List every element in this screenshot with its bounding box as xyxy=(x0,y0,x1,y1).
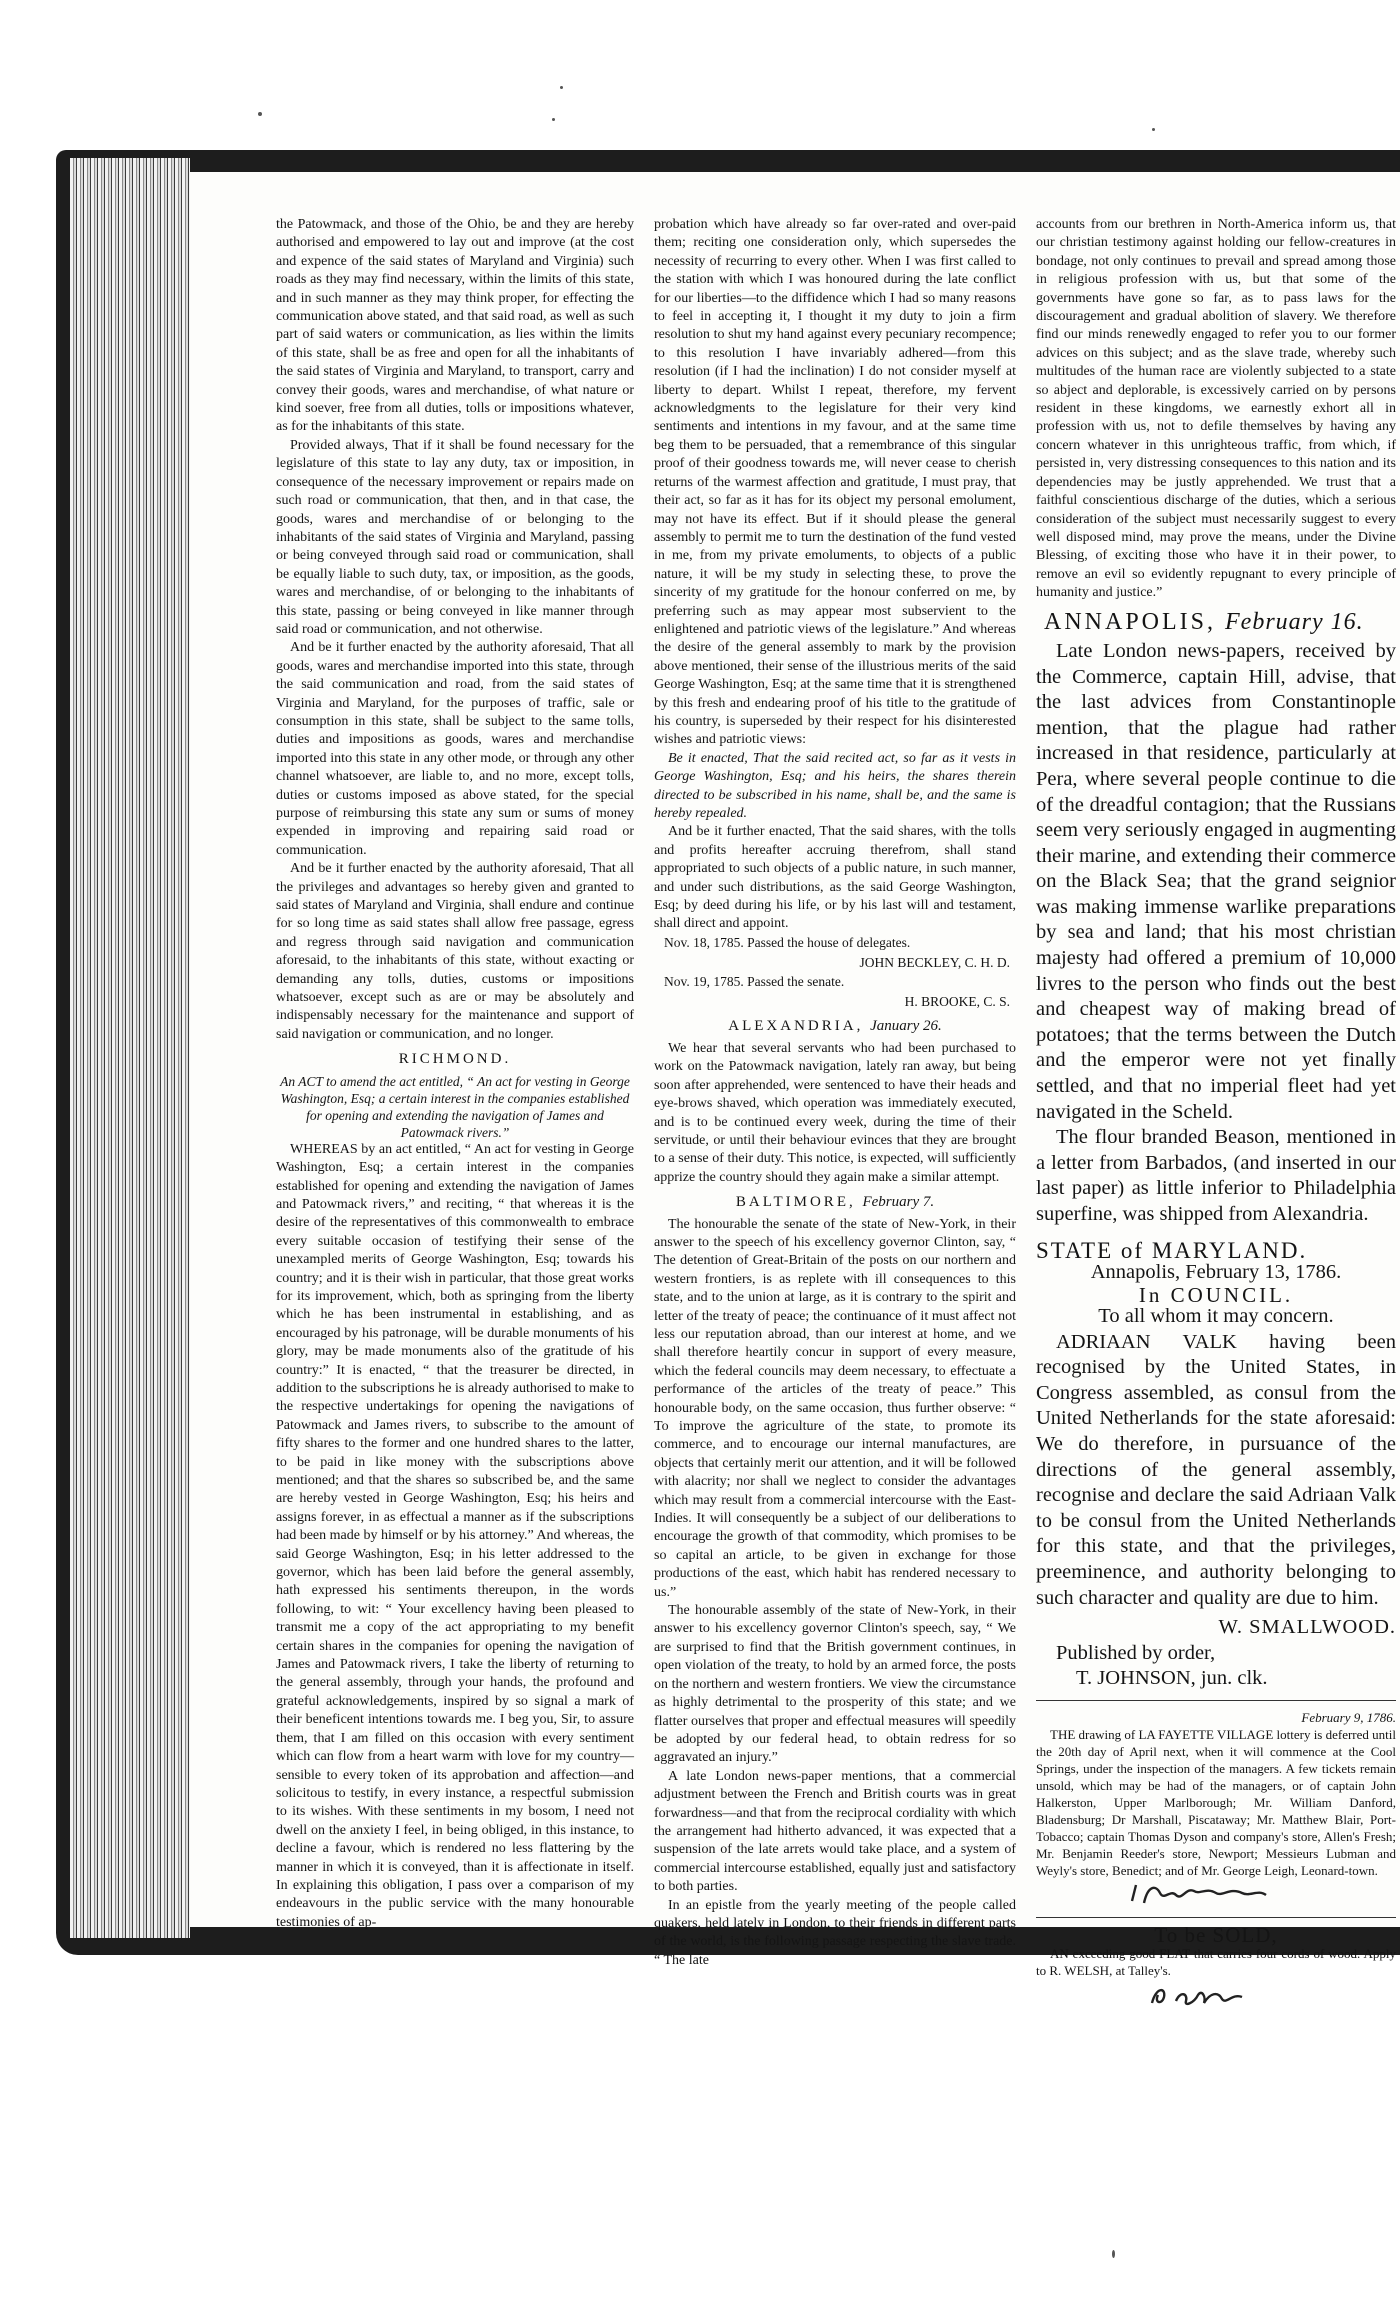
annapolis-news xyxy=(1036,639,1396,1228)
article-paragraph: The honourable assembly of the state of New-York, in their answer to his excellency governor Clinton's speech, say, “ We are surprised to find that the British government continues, in open violation of the treaty, to hold by an armed force, the posts on the northern and western frontiers. We view the circumstance as highly detrimental to the prosperity of this state; and we flatter ourselves that proper and effectual measures will speedily be adopted by our federal head, to obtain redress for so aggravated an injury.” xyxy=(654,1603,1016,1766)
notice-text: THE drawing of LA FAYETTE VILLAGE lottery is deferred until the 20th day of April next, when it will commence at the Cool Springs, under the inspection of the managers. A few tickets remain unsold, which may be had of the managers, or of captain John Halkerston, Upper Marlborough; Mr. William Danford, Bladensburg; Dr Marshall, Piscataway; Mr. Matthew Blair, Port-Tobacco; captain Thomas Dyson and company's store, Allen's Fresh; Mr. Benjamin Reeder's store, Newport; Messieurs Lubman and Weyly's store, Benedict; and of Mr. George Leigh, Leonard-town. xyxy=(1036,1726,1396,1878)
dateline-richmond: RICHMOND. xyxy=(398,1051,512,1068)
handwritten-mark xyxy=(1146,1983,1256,2009)
proclamation-date: Annapolis, February 13, 1786. xyxy=(1090,1261,1342,1283)
dateline-alexandria xyxy=(654,1017,1016,1035)
ink-speck xyxy=(258,112,262,116)
clerk-signature: JOHN BECKLEY, C. H. D. xyxy=(859,955,1010,971)
article-paragraph: The flour branded Beason, mentioned in a letter from Barbados, (and inserted in our last paper) as little inferior to Philadelphia superfine, was shipped from Alexandria. xyxy=(1036,1126,1396,1225)
dateline-baltimore xyxy=(654,1193,1016,1211)
divider xyxy=(1036,1700,1396,1701)
ink-speck xyxy=(1152,128,1155,131)
article-paragraph: And be it further enacted, That the said shares, with the tolls and profits hereafter accruing therefrom, shall stand appropriated to such objects of a public nature, in such manner, and under such distributions, as the said George Washington, Esq; by deed during his life, or by his last will and testament, shall direct and appoint. xyxy=(654,824,1016,932)
ink-speck xyxy=(552,118,555,121)
article-paragraph: And be it further enacted by the authority aforesaid, That all goods, wares and merchandise imported into this state, through the said communication and road, from the said states of Virginia and Maryland, for the purposes of traffic, sale or consumption in this state, shall be subject to the same tolls, duties and impositions as goods, wares and merchandise imported into this state in any other mode, or through any other channel whatsoever, are liable to, and no more, except tolls, duties or customs imposed as above stated, for the special purpose of reimbursing this state any sum or sums of money expended in improving and repairing said road or communication. xyxy=(276,640,634,858)
article-paragraph: Provided always, That if it shall be found necessary for the legislature of this state to lay any duty, tax or imposition, in consequence of the necessary improvement or repairs made on such road or communication, that then, and in that case, the goods, wares and merchandise of or belonging to the inhabitants of the said states of Virginia and Maryland, passing or being conveyed through said road or communication, shall be equally liable to such duty, tax, or imposition, as the goods, wares and merchandise, of or belonging to the inhabitants of this state, passing or being conveyed in like manner through said road or communication, and not otherwise. xyxy=(276,437,634,637)
article-paragraph: A late London news-paper mentions, that a commercial adjustment between the French and British courts was in great forwardness—and that from the reciprocal cordiality with which the arrangement had hitherto advanced, it was expected that a suspension of the late arrets would take place, and a system of commercial intercourse established, equally just and satisfactory to both parties. xyxy=(654,1768,1016,1895)
act-title: An ACT to amend the act entitled, “ An act for vesting in George Washington, Esq; a certain interest in the companies established for opening and extending the navigation of James and Patowmack rivers.” xyxy=(280,1073,630,1140)
dateline-date: January 26. xyxy=(870,1018,942,1035)
proclamation-title: STATE of MARYLAND. xyxy=(1036,1237,1308,1263)
page-edges xyxy=(70,158,190,1938)
proclamation-body xyxy=(1036,1330,1396,1612)
sale-notice xyxy=(1036,1945,1396,1979)
dateline-place: ALEXANDRIA, xyxy=(728,1018,864,1035)
dateline-annapolis xyxy=(1044,608,1396,635)
proclamation-address: To all whom it may concern. xyxy=(1098,1305,1334,1327)
lottery-notice xyxy=(1036,1709,1396,1879)
article-paragraph: And be it further enacted by the authority aforesaid, That all the privileges and advantages so hereby given and granted to said states of Maryland and Virginia, shall endure and continue for so long time as said states shall allow free passage, egress and regress through said navigation and communication aforesaid, to the inhabitants of this state, without exacting or demanding any tolls, duties, customs or impositions whatsoever, except such as are or may be absolutely and indispensably necessary for the maintenance and support of said navigation or communication, and no longer. xyxy=(276,861,634,1042)
dateline-place: BALTIMORE, xyxy=(735,1194,856,1211)
ink-speck xyxy=(1112,2250,1115,2258)
clerk-signature: T. JOHNSON, jun. clk. xyxy=(1076,1667,1268,1690)
notice-date: February 9, 1786. xyxy=(1301,1709,1396,1725)
passage-note: Nov. 18, 1785. Passed the house of delegates. xyxy=(664,934,911,950)
notice-text: AN exceeding good FLAT that carries four cords of wood. Apply to R. WELSH, at Talley's. xyxy=(1036,1945,1396,1978)
divider xyxy=(1036,1917,1396,1918)
article-paragraph: Late London news-papers, received by the Commerce, captain Hill, advise, that the last advices from Constantinople mention, that the plague had rather increased in that residence, particularly at Pera, where several people continue to die of the dreadful contagion; that the Russians seem very seriously engaged in augmenting their marine, and extending their commerce on the Black Sea; that the grand seignior was making immense warlike preparations by sea and land; that his most christian majesty had offered a premium of 10,000 livres to the person who finds out the best and cheapest way of making bread of potatoes; that the terms between the Dutch and the emperor were not yet finally settled, and that no imperial fleet had yet navigated in the Scheld. xyxy=(1036,639,1396,1123)
article-paragraph: the Patowmack, and those of the Ohio, be and they are hereby authorised and empowered to lay out and improve (at the cost and expence of the said states of Maryland and Virginia) such roads as they may find necessary, within the limits of this state, and in such manner as they may think proper, for effecting the communication above stated, and that said road, as well as such part of said waters or communication, as lies within the limits of this state, shall be as free and open for all the inhabitants of the said states of Virginia and Maryland, to transport, carry and convey their goods, wares and merchandise, of what nature or kind soever, free from all duties, tolls or impositions whatever, as for the inhabitants of this state. xyxy=(276,217,634,435)
proclamation-council: In COUNCIL. xyxy=(1138,1282,1294,1307)
column-2 xyxy=(654,216,1016,1970)
dateline-place: ANNAPOLIS, xyxy=(1044,608,1217,635)
clerk-signature: H. BROOKE, C. S. xyxy=(904,994,1010,1010)
handwritten-signature xyxy=(1146,1983,1396,2015)
column-1 xyxy=(276,216,634,1932)
article-paragraph: WHEREAS by an act entitled, “ An act for vesting in George Washington, Esq; a certain interest in the companies established for opening and extending the navigation of James and Patowmack rivers,” and reciting, “ that whereas it is the desire of the representatives of this commonwealth to embrace every suitable occasion of testifying their sense of the unexampled merits of George Washington, Esq; towards his country; and it is their wish in particular, that those great works for its improvement, which, both as springing from the liberty which he has been instrumental in establishing, and as encouraged by his patronage, will be durable monuments of his glory, may be made monuments also of the gratitude of his country:” It is enacted, “ that the treasurer be directed, in addition to the subscriptions he is already authorised to make to the respective undertakings for opening the navigations of Patowmack and James rivers, to subscribe to the amount of fifty shares to the former and one hundred shares to the latter, to be paid in like money with the subscriptions above mentioned; and that the shares so subscribed be, and the same are hereby vested in George Washington, Esq; his heirs and assigns forever, in as effectual a manner as if the subscriptions had been made by himself or by his attorney.” And whereas, the said George Washington, Esq; in his letter addressed to the governor, which has been laid before the general assembly, hath expressed his sentiments thereupon, in the words following, to wit: “ Your excellency having been pleased to transmit me a copy of the act appropriating to my benefit certain shares in the companies for opening the navigation of James and Patowmack rivers, I take the liberty of returning to the general assembly, through your hands, the profound and grateful acknowledgements, inspired by so signal a mark of their beneficent intentions towards me. I beg you, Sir, to assure them, that I am filled on this occasion with every sentiment which can flow from a heart warm with love for my country—sensible to every token of its approbation and affection—and solicitous to testify, in every instance, a respectful submission to its wishes. With these sentiments in my bosom, I need not dwell on the anxiety I feel, in being obliged, in this instance, to decline a favour, which is rendered no less flattering by the manner in which it is conveyed, than it is affectionate in itself. In explaining this obligation, I pass over a comparison of my endeavours in the public service with the many honourable testimonies of ap- xyxy=(276,1141,634,1930)
passage-note: Nov. 19, 1785. Passed the senate. xyxy=(664,973,845,989)
handwritten-mark xyxy=(1126,1881,1276,1907)
dateline-date: February 7. xyxy=(862,1194,935,1211)
article-paragraph: accounts from our brethren in North-America inform us, that our christian testimony against holding our fellow-creatures in bondage, not only continues to prevail and spread among those in religious profession with us, but that some of the governments have gone so far, as to pass laws for the discouragement and gradual abolition of slavery. We therefore find our minds renewedly engaged to refer you to our former advices on this subject; and as the slave trade, whereby such multitudes of the human race are violently subjected to a state so abject and deplorable, is excessively carried on by persons resident in these kingdoms, we earnestly exhort all in profession with us, not to defile themselves by having any concern whatever in this unrighteous traffic, from which, if persisted in, very distressing consequences to this nation and its dependencies may be justly apprehended. We trust that a faithful conscientious discharge of the duties, which a serious consideration of the subject must necessarily suggest to every well disposed mind, may prove the means, under the Divine Blessing, of exciting those who have it in their power, to remove an evil so evidently repugnant to every principle of humanity and justice.” xyxy=(1036,217,1396,601)
article-paragraph: We hear that several servants who had been purchased to work on the Patowmack navigation, lately ran away, but being soon after apprehended, were sentenced to have their heads and eye-brows shaved, which operation was immediately executed, and is to be continued every week, during the time of their servitude, or until their behaviour evinces that they are brought to a sense of their duty. This notice, is expected, will sufficiently apprize the country should they again make a similar attempt. xyxy=(654,1040,1016,1185)
newspaper-page xyxy=(190,172,1400,1978)
governor-signature: W. SMALLWOOD. xyxy=(1218,1616,1396,1639)
ink-speck xyxy=(560,86,563,89)
published-note: Published by order, xyxy=(1056,1641,1216,1664)
dateline-date: February 16. xyxy=(1225,608,1364,635)
article-paragraph: The honourable the senate of the state of New-York, in their answer to the speech of his excellency governor Clinton, say, “ The detention of Great-Britain of the posts on our northern and western frontiers, is as replete with ill consequences to this state, and to the union at large, as it is contrary to the spirit and letter of the treaty of peace; the continuance of it must affect not less our reputation abroad, than our interest at home, and we shall therefore heartily concur in support of every measure, which the federal councils may deem necessary, to effectuate a performance of the articles of the treaty of peace.” This honourable body, on the same occasion, thus further observe: “ To improve the agriculture of the state, to promote its commerce, and to encourage our internal manufactures, are objects that certainly merit our attention, and it will be followed with alacrity; nor shall we neglect to consider the advantages which may result from a commercial intercourse with the East-Indies. It will consequently be a subject of our deliberations to encourage the growth of that commodity, which promises to be so capital an article, to be given in exchange for those productions of the east, which habit has rendered necessary to us.” xyxy=(654,1216,1016,1600)
sale-title: To be SOLD, xyxy=(1154,1923,1278,1948)
article-paragraph: ADRIAAN VALK having been recognised by the United States, in Congress assembled, as consul from the United Netherlands for the state aforesaid: We do therefore, in pursuance of the directions of the general assembly, recognise and declare the said Adriaan Valk to be consul from the United Netherlands for this state, and that the privileges, preeminence, and authority belonging to such character and quality are due to him. xyxy=(1036,1330,1396,1609)
article-paragraph: probation which have already so far over-rated and over-paid them; reciting one consideration only, which supersedes the necessity of recurring to every other. When I was first called to the station with which I was honoured during the late conflict for our liberties—to the diffidence which I had so many reasons to feel in accepting it, I thought it my duty to join a firm resolution to shut my hand against every pecuniary recompence; to this resolution I have invariably adhered—from this resolution (if I had the inclination) I do not consider myself at liberty to depart. Whilst I repeat, therefore, my fervent acknowledgments to the legislature for their very kind sentiments and intentions in my favour, and at the same time beg them to be persuaded, that a remembrance of this singular proof of their goodness towards me, will never cease to cherish returns of the warmest affection and gratitude, I must pray, that their act, so far as it has for its object my personal emolument, may not have its effect. But if it should please the general assembly to permit me to turn the destination of the fund vested in me, from my private emoluments, to objects of a public nature, it will be my study in selecting these, to prove the sincerity of my gratitude for the honour conferred on me, by preferring such as may appear most subservient to the enlightened and patriotic views of the legislature.” And whereas the desire of the general assembly to mark by the provision above mentioned, their sense of the illustrious merits of the said George Washington, Esq; at the same time that it is strengthened by this fresh and endearing proof of his title to the gratitude of his country, is superseded by their respect for his disinterested wishes and patriotic views: xyxy=(654,217,1016,748)
article-paragraph: Be it enacted, That the said recited act, so far as it vests in George Washington, Esq; and his heirs, the shares therein directed to be subscribed in his name, shall be, and the same is hereby repealed. xyxy=(654,750,1016,821)
handwritten-signature xyxy=(1126,1881,1396,1909)
article-paragraph: In an epistle from the yearly meeting of the people called quakers, held lately in London, to their friends in different parts of the world, is the following passage respecting the slave trade. “ The late xyxy=(654,1897,1016,1968)
column-3 xyxy=(1036,216,1396,2015)
